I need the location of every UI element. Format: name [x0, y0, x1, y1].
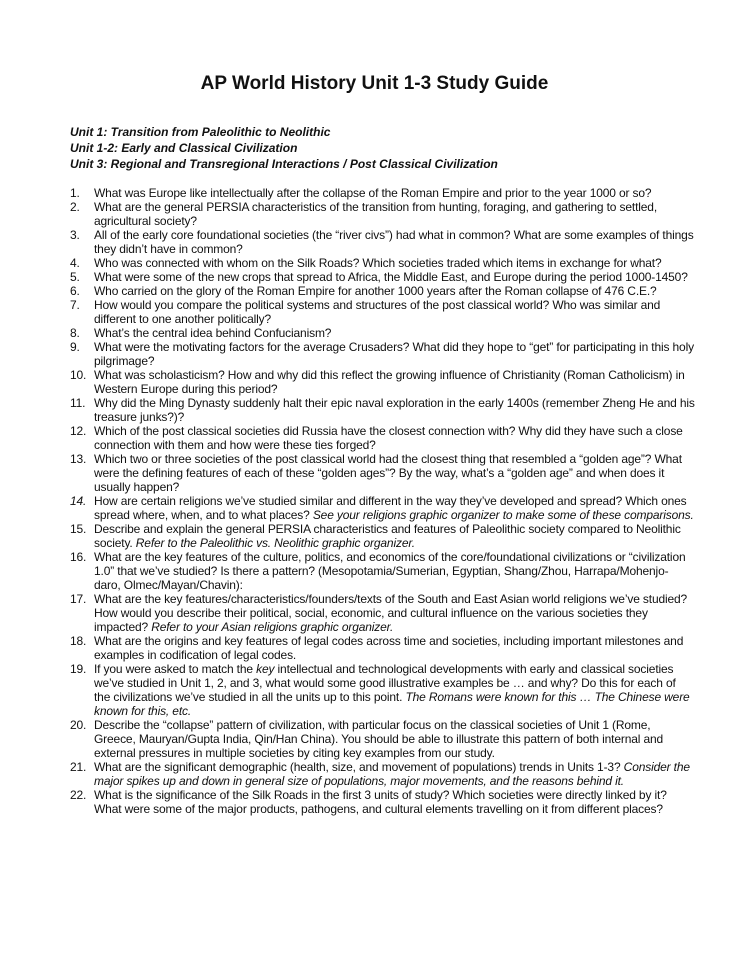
question-item	[70, 550, 695, 592]
question-number: 8.	[70, 326, 80, 340]
question-item	[70, 788, 695, 816]
question-number: 19.	[70, 662, 87, 676]
question-item	[70, 200, 695, 228]
question-item	[70, 452, 695, 494]
question-text: Which two or three societies of the post classical world had the closest thing that resembled a “golden age”? What were the defining features of each of these “golden ages”? By the way, what’s a “golden age” and when does it usually happen?	[94, 452, 682, 494]
question-text: All of the early core foundational societies (the “river civs”) had what in common? What are some examples of things they didn’t have in common?	[94, 228, 694, 256]
question-note: See your religions graphic organizer to make some of these comparisons.	[312, 508, 694, 522]
question-item	[70, 256, 695, 270]
question-number: 15.	[70, 522, 87, 536]
question-item	[70, 284, 695, 298]
question-number: 21.	[70, 760, 87, 774]
question-note: The Romans were known for this … The Chinese were known for this, etc.	[94, 690, 690, 718]
question-text: What are the key features of the culture, politics, and economics of the core/foundational civilizations or “civilization 1.0” that we’ve studied? Is there a pattern? (Mesopotamia/Sumerian, Egyptian, Shang/Zhou, Harrapa/Mohenjo-daro, Olmec/Mayan/Chavin):	[94, 550, 686, 592]
question-number: 11.	[70, 396, 86, 410]
question-text: What are the origins and key features of legal codes across time and societies, including important milestones and examples in codification of legal codes.	[94, 634, 684, 662]
question-number: 22.	[70, 788, 87, 802]
question-text: Who carried on the glory of the Roman Empire for another 1000 years after the Roman collapse of 476 C.E.?	[94, 284, 657, 298]
question-number: 4.	[70, 256, 80, 270]
question-number: 10.	[70, 368, 87, 382]
question-text: What are the general PERSIA characteristics of the transition from hunting, foraging, and gathering to settled, agricultural society?	[94, 200, 658, 228]
unit-headings	[70, 124, 498, 172]
question-number: 5.	[70, 270, 80, 284]
question-text: What’s the central idea behind Confucianism?	[94, 326, 332, 340]
question-item	[70, 760, 695, 788]
question-number: 20.	[70, 718, 87, 732]
question-item	[70, 662, 695, 718]
question-text: How would you compare the political systems and structures of the post classical world? Who was similar and different to one another politically?	[94, 298, 661, 326]
question-text: What were the motivating factors for the average Crusaders? What did they hope to “get” for participating in this holy pilgrimage?	[94, 340, 694, 368]
question-text: Describe the “collapse” pattern of civilization, with particular focus on the classical societies of Unit 1 (Rome, Greece, Mauryan/Gupta India, Qin/Han China). You should be able to illustrate this pattern of both internal and external pressures in multiple societies by citing key examples from our study.	[94, 718, 664, 760]
question-item	[70, 396, 695, 424]
unit-heading: Unit 1-2: Early and Classical Civilization	[70, 141, 298, 155]
question-item	[70, 368, 695, 396]
question-item	[70, 494, 695, 522]
question-number: 18.	[70, 634, 87, 648]
question-item	[70, 270, 695, 284]
question-item	[70, 298, 695, 326]
question-item	[70, 718, 695, 760]
question-text: Which of the post classical societies did Russia have the closest connection with? Why did they have such a close connection with them and how were these ties forged?	[94, 424, 683, 452]
question-number: 13.	[70, 452, 87, 466]
unit-heading: Unit 1: Transition from Paleolithic to Neolithic	[70, 125, 331, 139]
question-item	[70, 592, 695, 634]
question-note: key	[256, 662, 275, 676]
question-item	[70, 228, 695, 256]
question-number: 12.	[70, 424, 87, 438]
question-text: How are certain religions we’ve studied similar and different in the way they’ve developed and spread? Which ones spread where, when, and to what places?	[94, 494, 687, 522]
question-number: 16.	[70, 550, 87, 564]
question-note: Refer to the Paleolithic vs. Neolithic graphic organizer.	[135, 536, 415, 550]
question-text: Who was connected with whom on the Silk Roads? Which societies traded which items in exchange for what?	[94, 256, 662, 270]
question-text: Describe and explain the general PERSIA characteristics and features of Paleolithic society compared to Neolithic society.	[94, 522, 681, 550]
question-number: 2.	[70, 200, 80, 214]
question-text: What were some of the new crops that spread to Africa, the Middle East, and Europe during the period 1000-1450?	[94, 270, 688, 284]
page-title: AP World History Unit 1-3 Study Guide	[200, 73, 549, 94]
question-item	[70, 326, 695, 340]
question-text: What is the significance of the Silk Roads in the first 3 units of study? Which societies were directly linked by it? What were some of the major products, pathogens, and cultural elements travelling on it from different places?	[94, 788, 667, 816]
question-text: intellectual and technological developments with early and classical societies we’ve studied in Unit 1, 2, and 3, what would some good illustrative examples be … and why? Do this for each of the civilizations we’ve studied in all the units up to this point.	[94, 662, 676, 704]
question-item	[70, 634, 695, 662]
question-item	[70, 522, 695, 550]
question-number: 7.	[70, 298, 80, 312]
unit-heading: Unit 3: Regional and Transregional Interactions / Post Classical Civilization	[70, 157, 498, 171]
question-text: What are the key features/characteristics/founders/texts of the South and East Asian world religions we’ve studied? How would you describe their political, social, economic, and cultural influence on the various societies they impacted?	[94, 592, 688, 634]
question-item	[70, 340, 695, 368]
question-text: What was Europe like intellectually after the collapse of the Roman Empire and prior to the year 1000 or so?	[94, 186, 652, 200]
question-number: 3.	[70, 228, 80, 242]
question-number: 14.	[70, 494, 87, 508]
question-text: What was scholasticism? How and why did this reflect the growing influence of Christianity (Roman Catholicism) in Western Europe during this period?	[94, 368, 685, 396]
question-note: Consider the major spikes up and down in general size of populations, major movements, and the reasons behind it.	[94, 760, 690, 788]
question-text: If you were asked to match the	[94, 662, 257, 676]
question-list	[70, 186, 695, 816]
question-note: Refer to your Asian religions graphic organizer.	[151, 620, 394, 634]
question-item	[70, 424, 695, 452]
question-text: What are the significant demographic (health, size, and movement of populations) trends in Units 1-3?	[94, 760, 624, 774]
question-number: 17.	[70, 592, 87, 606]
question-item	[70, 186, 695, 200]
question-number: 1.	[70, 186, 80, 200]
question-text: Why did the Ming Dynasty suddenly halt their epic naval exploration in the early 1400s (remember Zheng He and his treasure junks?)?	[94, 396, 695, 424]
question-number: 6.	[70, 284, 80, 298]
question-number: 9.	[70, 340, 80, 354]
